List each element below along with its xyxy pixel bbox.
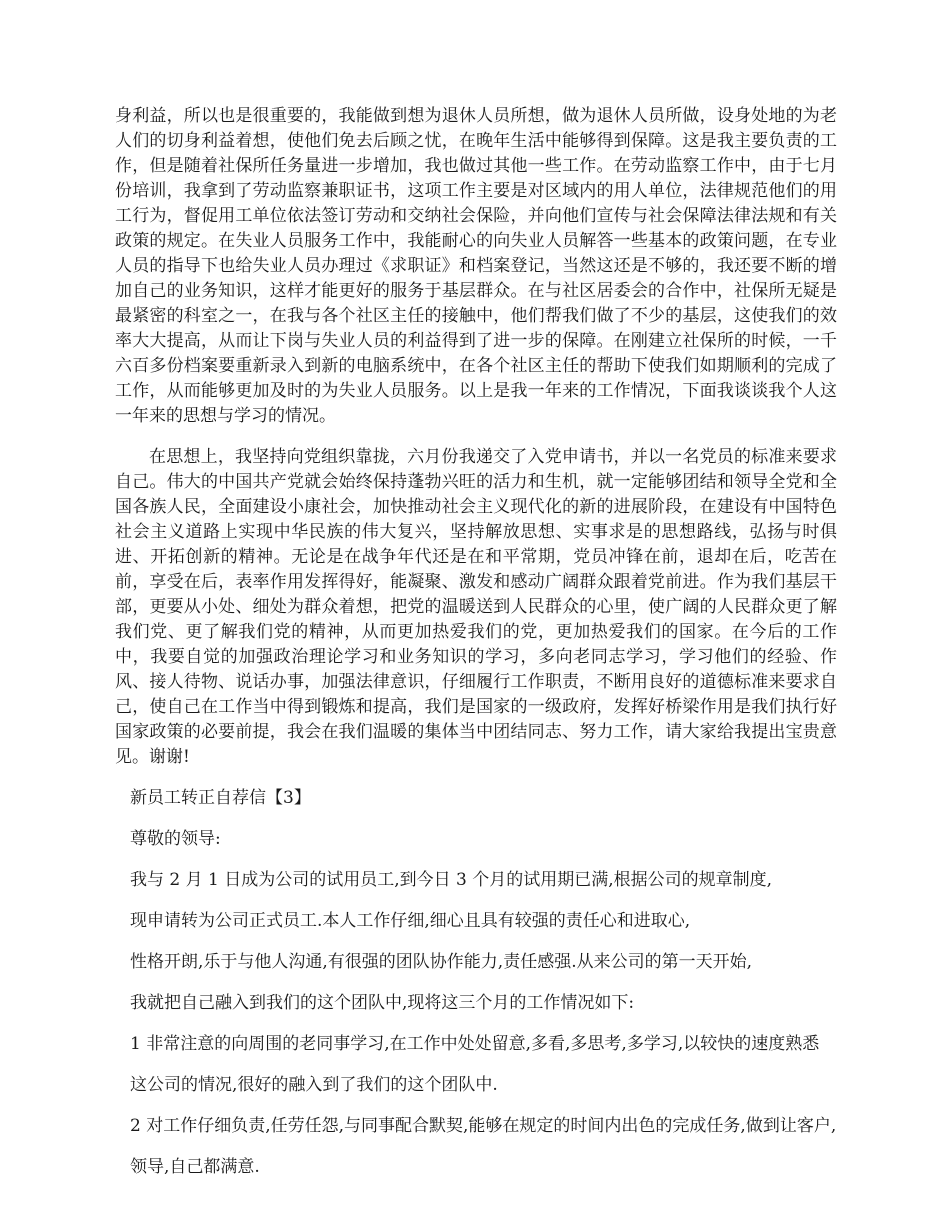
salutation: 尊敬的领导: [130, 829, 221, 849]
letter-line: 1 非常注意的向周围的老同事学习,在工作中处处留意,多看,多思考,多学习,以较快的速度熟悉 [130, 1034, 820, 1054]
letter-line: 性格开朗,乐于与他人沟通,有很强的团队协作能力,责任感强.从来公司的第一天开始, [130, 952, 753, 972]
letter-line: 我与 2 月 1 日成为公司的试用员工,到今日 3 个月的试用期已满,根据公司的规章制度, [130, 870, 773, 890]
letter-line: 现申请转为公司正式员工.本人工作仔细,细心且具有较强的责任心和进取心, [130, 911, 691, 931]
body-paragraph: 在思想上，我坚持向党组织靠拢，六月份我递交了入党申请书，并以一名党员的标准来要求自己。伟大的中国共产党就会始终保持蓬勃兴旺的活力和生机，就一定能够团结和领导全党和全国各族人民，全面建设小康社会，加快推动社会主义现代化的新的进展阶段，在建设有中国特色社会主义道路上实现中华民族的伟大复兴，坚持解放思想、实事求是的思想路线，弘扬与时俱进、开拓创新的精神。无论是在战争年代还是在和平常期，党员冲锋在前，退却在后，吃苦在前，享受在后，表率作用发挥得好，能凝聚、激发和感动广阔群众跟着党前进。作为我们基层干部，更要从小处、细处为群众着想，把党的温暖送到人民群众的心里，使广阔的人民群众更了解我们党、更了解我们党的精神，从而更加热爱我们的党，更加热爱我们的国家。在今后的工作中，我要自觉的加强政治理论学习和业务知识的学习，多向老同志学习，学习他们的经验、作风、接人待物、说话办事，加强法律意识，仔细履行工作职责，不断用良好的道德标准来要求自己，使自己在工作当中得到锻炼和提高，我们是国家的一级政府，发挥好桥梁作用是我们执行好国家政策的必要前提，我会在我们温暖的集体当中团结同志、努力工作，请大家给我提出宝贵意见。谢谢! [115, 447, 837, 767]
letter-line: 这公司的情况,很好的融入到了我们的这个团队中. [130, 1075, 498, 1095]
letter-line: 2 对工作仔细负责,任劳任怨,与同事配合默契,能够在规定的时间内出色的完成任务,做到让客户, [130, 1116, 837, 1136]
document-body [115, 104, 837, 1180]
letter-line: 领导,自己都满意. [130, 1157, 260, 1177]
letter-line: 我就把自己融入到我们的这个团队中,现将这三个月的工作情况如下: [130, 993, 635, 1013]
body-paragraph: 身利益，所以也是很重要的，我能做到想为退休人员所想，做为退休人员所做，设身处地的为老人们的切身利益着想，使他们免去后顾之忧，在晚年生活中能够得到保障。这是我主要负责的工作，但是随着社保所任务量进一步增加，我也做过其他一些工作。在劳动监察工作中，由于七月份培训，我拿到了劳动监察兼职证书，这项工作主要是对区域内的用人单位，法律规范他们的用工行为，督促用工单位依法签订劳动和交纳社会保险，并向他们宣传与社会保障法律法规和有关政策的规定。在失业人员服务工作中，我能耐心的向失业人员解答一些基本的政策问题，在专业人员的指导下也给失业人员办理过《求职证》和档案登记，当然这还是不够的，我还要不断的增加自己的业务知识，这样才能更好的服务于基层群众。在与社区居委会的合作中，社保所无疑是最紧密的科室之一，在我与各个社区主任的接触中，他们帮我们做了不少的基层，这使我们的效率大大提高，从而让下岗与失业人员的利益得到了进一步的保障。在刚建立社保所的时候，一千六百多份档案要重新录入到新的电脑系统中，在各个社区主任的帮助下使我们如期顺利的完成了工作，从而能够更加及时的为失业人员服务。以上是我一年来的工作情况，下面我谈谈我个人这一年来的思想与学习的情况。 [115, 106, 837, 426]
letter-heading: 新员工转正自荐信【3】 [130, 788, 311, 808]
